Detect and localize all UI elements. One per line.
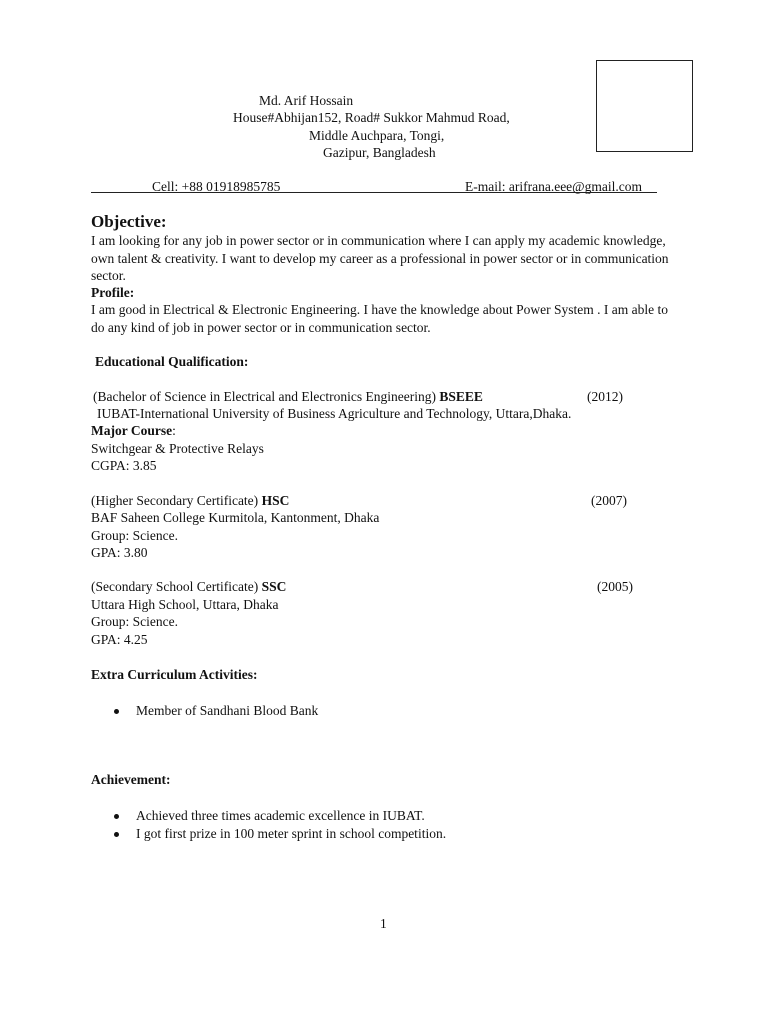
list-item [112,825,446,843]
ssc-gpa: GPA: 4.25 [91,632,148,647]
bsc-degree-line [93,388,483,406]
bsc-degree: (Bachelor of Science in Electrical and Electronics Engineering) [93,389,436,404]
bullet-icon [114,832,119,837]
ssc-degree-line [91,578,286,596]
ssc-abbr: SSC [261,579,287,594]
hsc-abbr: HSC [261,493,290,508]
major-course-line [91,422,176,440]
ssc-group: Group: Science. [91,614,178,629]
ssc-degree: (Secondary School Certificate) [91,579,259,594]
ssc-year: (2005) [597,579,633,594]
list-item-text: Member of Sandhani Blood Bank [136,703,319,718]
extra-curriculum-list [112,702,318,720]
ssc-institution: Uttara High School, Uttara, Dhaka [91,597,279,612]
hsc-year: (2007) [591,493,627,508]
list-item-text: I got first prize in 100 meter sprint in school competition. [136,826,447,841]
address-line-3: Gazipur, Bangladesh [323,145,436,160]
hsc-degree: (Higher Secondary Certificate) [91,493,259,508]
extra-curriculum-heading: Extra Curriculum Activities: [91,667,258,682]
hsc-degree-line [91,492,289,510]
page-number: 1 [380,916,387,931]
major-course: Switchgear & Protective Relays [91,441,264,456]
achievement-list [112,807,446,843]
contact-underline [91,192,657,193]
bullet-icon [114,814,119,819]
hsc-group: Group: Science. [91,528,178,543]
bullet-icon [114,709,119,714]
list-item-text: Achieved three times academic excellence in IUBAT. [136,808,425,823]
hsc-institution: BAF Saheen College Kurmitola, Kantonment, Dhaka [91,510,380,525]
cell-number: Cell: +88 01918985785 [152,179,281,194]
address-line-2: Middle Auchpara, Tongi, [309,128,445,143]
achievement-heading: Achievement: [91,772,171,787]
objective-heading: Objective: [91,212,167,231]
email-address: E-mail: arifrana.eee@gmail.com [465,179,642,194]
profile-heading: Profile: [91,285,135,300]
bsc-year: (2012) [587,389,623,404]
list-item [112,807,446,825]
major-course-label: Major Course [91,423,173,438]
education-heading: Educational Qualification: [95,354,249,369]
list-item [112,702,318,720]
objective-text: I am looking for any job in power sector or in communication where I can apply my academic knowledge, own talent & creativity. I want to develop my career as a professional in power sector or in communication sector. [91,233,669,283]
address-line-1: House#Abhijan152, Road# Sukkor Mahmud Road, [233,110,510,125]
profile-text: I am good in Electrical & Electronic Engineering. I have the knowledge about Power System . I am able to do any kind of job in power sector or in communication sector. [91,302,668,335]
major-course-colon: : [172,423,176,438]
photo-placeholder [596,60,693,152]
hsc-gpa: GPA: 3.80 [91,545,148,560]
bsc-cgpa: CGPA: 3.85 [91,458,157,473]
bsc-abbr: BSEEE [439,389,483,404]
bsc-institution: IUBAT-International University of Business Agriculture and Technology, Uttara,Dhaka. [97,406,572,421]
candidate-name: Md. Arif Hossain [259,93,354,108]
